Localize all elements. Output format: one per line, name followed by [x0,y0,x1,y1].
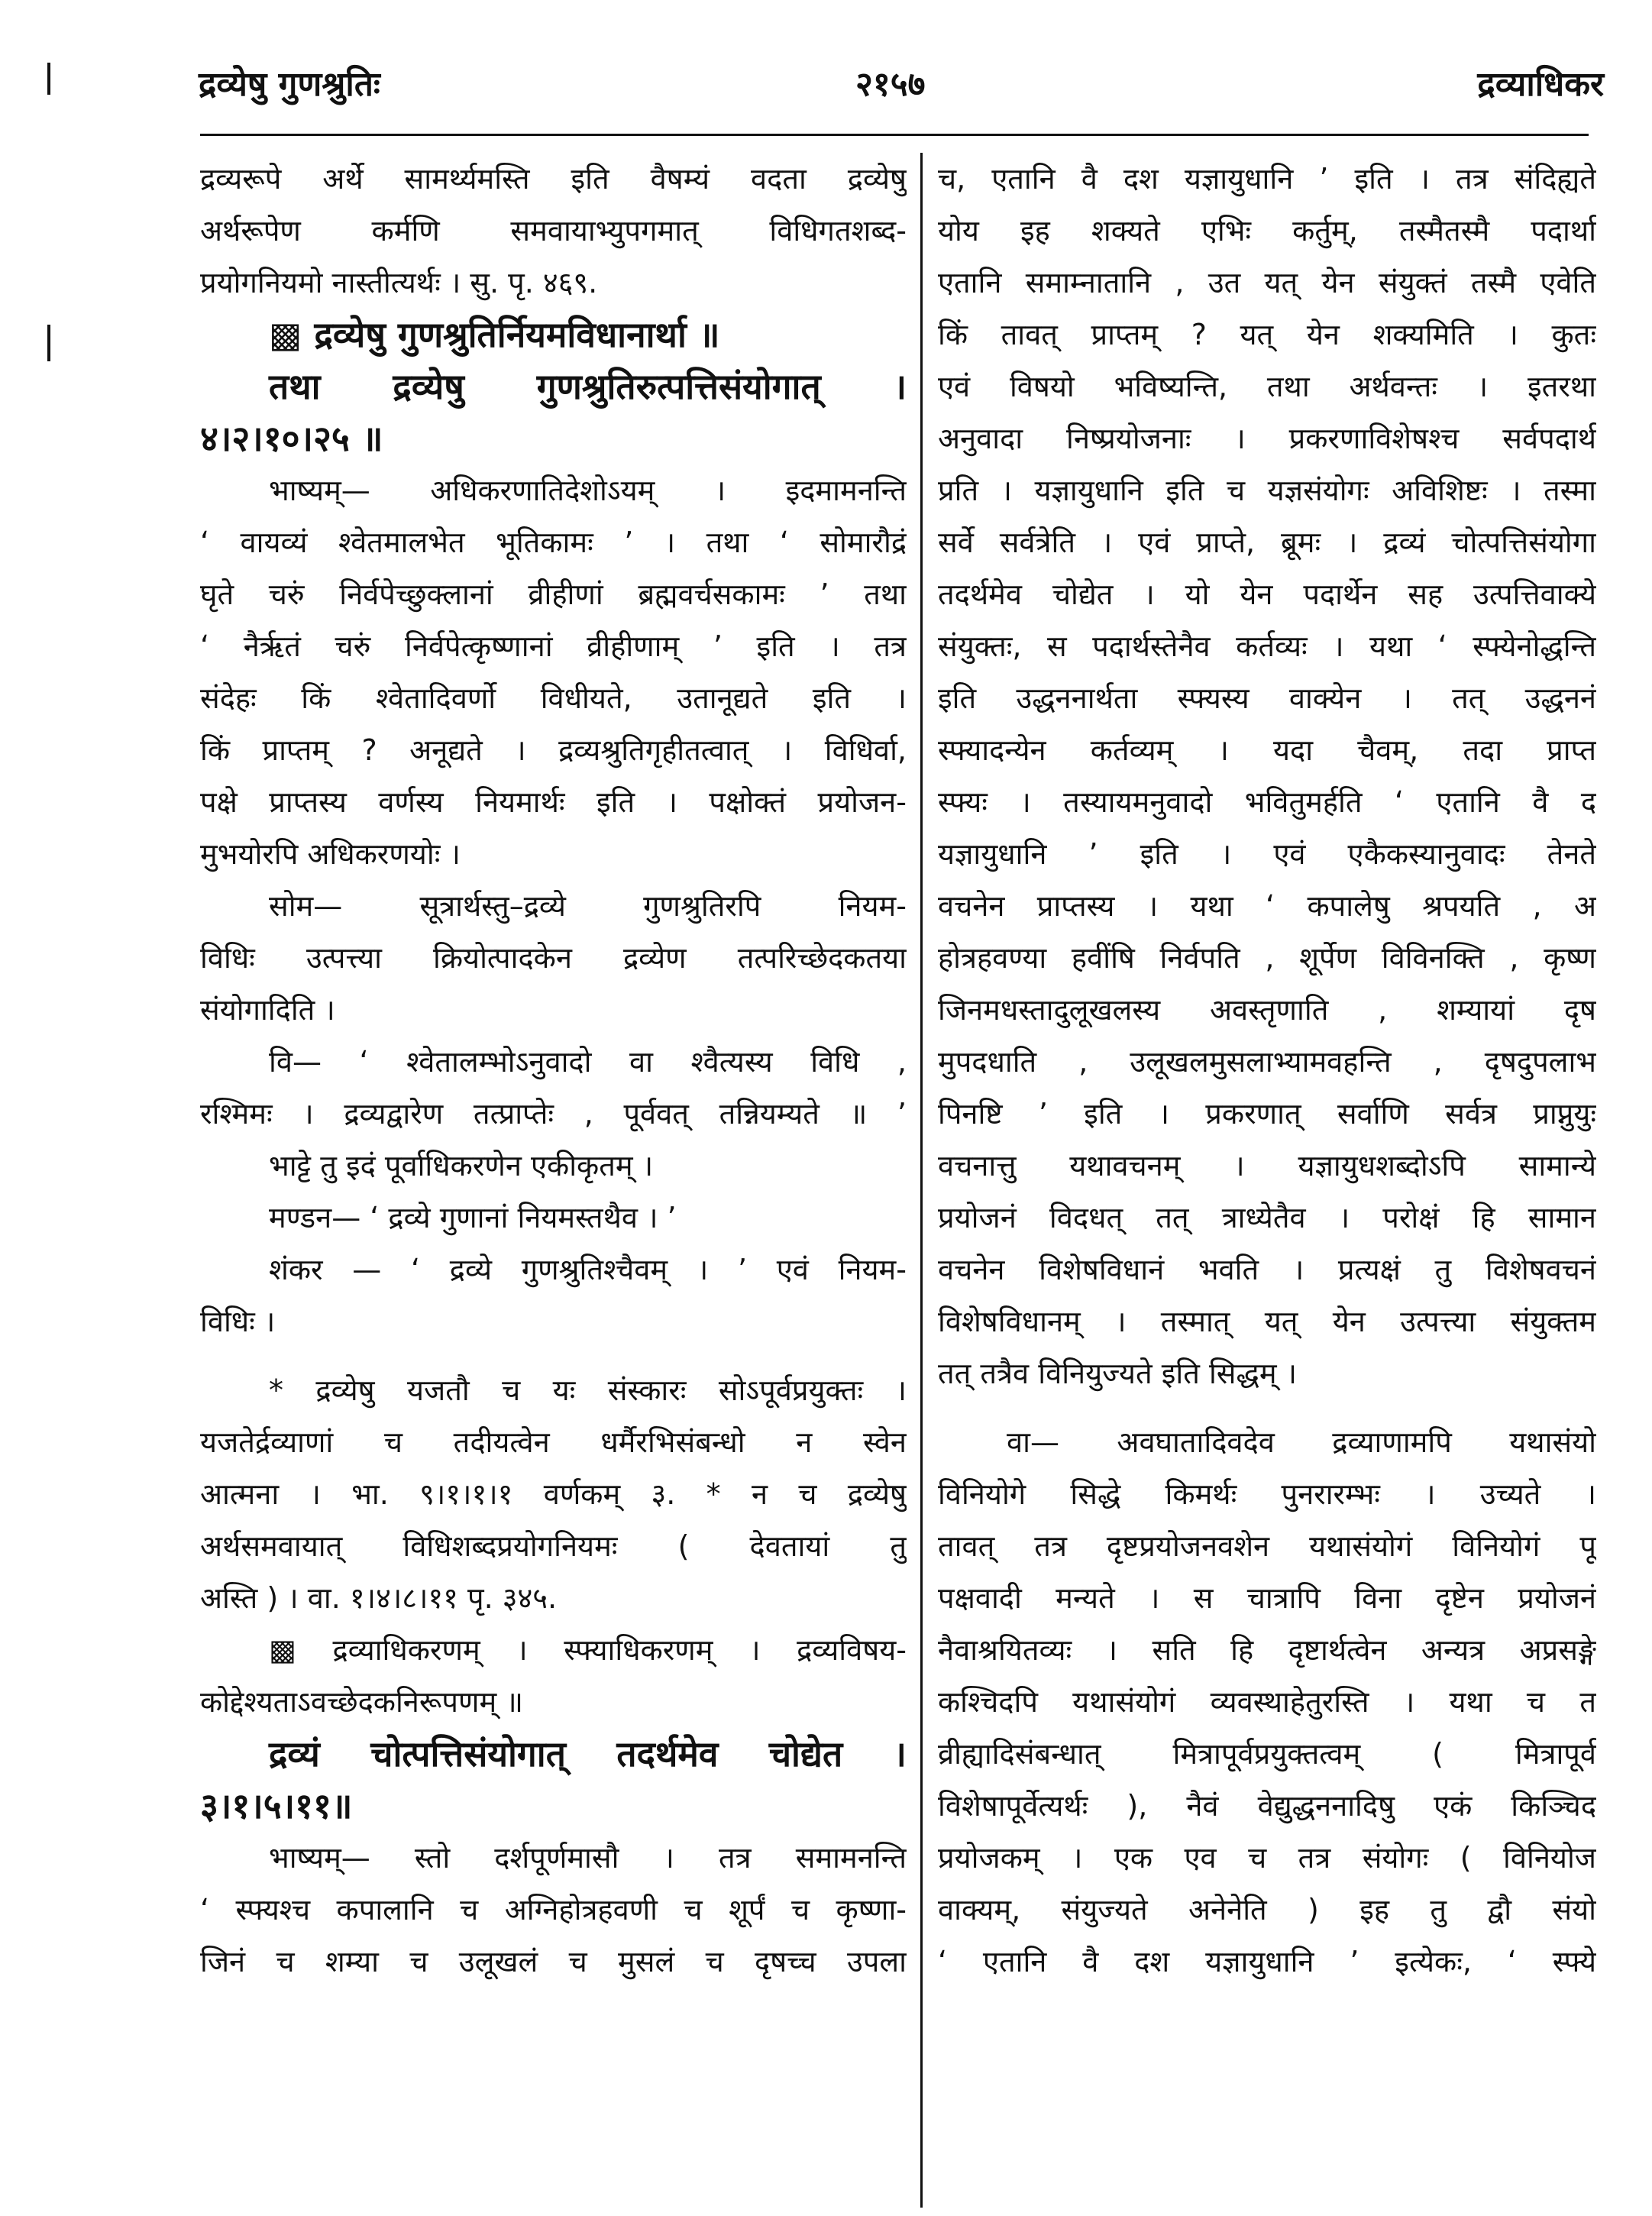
right-column-line: स्फ्यः । तस्यायमनुवादो भवितुमर्हति ‘ एतानि वै द [938,785,1596,819]
left-column-line: ▩ द्रव्याधिकरणम् । स्फ्याधिकरणम् । द्रव्यविषय- [269,1633,907,1667]
right-column-line: वा— अवघातादिवदेव द्रव्याणामपि यथासंयो [1007,1425,1596,1459]
page-header [199,60,1604,121]
left-column-line: प्रयोगनियमो नास्तीत्यर्थः । सु. पृ. ४६९. [200,266,598,299]
left-column-line: किं प्राप्तम् ? अनूद्यते । द्रव्यश्रुतिगृहीतत्वात् । विधिर्वा, [200,733,907,767]
margin-mark-top [47,63,50,95]
left-column-line: संदेहः किं श्वेतादिवर्णो विधीयते, उतानूद्यते इति । [200,681,907,715]
right-column-line: वचनात्तु यथावचनम् । यज्ञायुधशब्दोऽपि सामान्ये [938,1149,1596,1182]
right-column-line: सर्वे सर्वत्रेति । एवं प्राप्ते, ब्रूमः । द्रव्यं चोत्पत्तिसंयोगा [938,526,1596,559]
left-column-line: शंकर — ‘ द्रव्ये गुणश्रुतिश्चैवम् । ’ एवं नियम- [269,1253,907,1286]
left-column-line: आत्मना । भा. ९।१।१।१ वर्णकम् ३. * न च द्रव्येषु [200,1477,907,1511]
left-column-line: संयोगादिति । [200,993,335,1027]
right-column-line: ‘ एतानि वै दश यज्ञायुधानि ’ इत्येकः, ‘ स्फ्ये [938,1945,1596,1978]
right-column-line: यज्ञायुधानि ’ इति । एवं एकैकस्यानुवादः तेनते [938,837,1596,871]
right-column-line: तत् तत्रैव विनियुज्यते इति सिद्धम् । [938,1357,1298,1390]
left-column-line: यजतेर्द्रव्याणां च तदीयत्वेन धर्मैरभिसंबन्धो न स्वेन [200,1425,907,1459]
running-head-left: द्रव्येषु गुणश्रुतिः [199,65,380,104]
left-column-line: मण्डन— ‘ द्रव्ये गुणानां नियमस्तथैव । ’ [269,1201,677,1234]
right-column-line: तावत् तत्र दृष्टप्रयोजनवशेन यथासंयोगं विनियोगं पू [938,1529,1596,1563]
right-column-line: पिनष्टि ’ इति । प्रकरणात् सर्वाणि सर्वत्र प्राप्नुयुः [938,1097,1596,1131]
left-column-line: अर्थरूपेण कर्मणि समवायाभ्युपगमात् विधिगतशब्द- [200,214,907,247]
left-column-line: सोम— सूत्रार्थस्तु–द्रव्ये गुणश्रुतिरपि नियम- [269,889,907,923]
right-column-line: एतानि समाम्नातानि , उत यत् येन संयुक्तं तस्मै एवेति [938,266,1596,299]
margin-mark-middle [47,325,50,361]
right-column-line: इति उद्धननार्थता स्फ्यस्य वाक्येन । तत् उद्धननं [938,681,1596,715]
left-column-line: भाष्यम्— अधिकरणातिदेशोऽयम् । इदमामनन्ति [269,474,907,507]
left-column-line: अर्थसमवायात् विधिशब्दप्रयोगनियमः ( देवतायां तु [200,1529,907,1563]
left-column-line: भाट्टे तु इदं पूर्वाधिकरणेन एकीकृतम् । [269,1149,654,1182]
left-column-line: ४।२।१०।२५ ॥ [200,418,383,459]
right-column-line: होत्रहवण्या हवींषि निर्वपति , शूर्पेण विविनक्ति , कृष्ण [938,941,1596,975]
left-column-line: ३।१।५।११॥ [200,1785,353,1826]
right-column-line: वचनेन प्राप्तस्य । यथा ‘ कपालेषु श्रपयति , अ [938,889,1596,923]
left-column-line: द्रव्यरूपे अर्थे सामर्थ्यमस्ति इति वैषम्यं वदता द्रव्येषु [200,162,907,196]
left-column [200,153,907,1988]
running-head-right: द्रव्याधिकर [1477,65,1604,104]
left-column-line: द्रव्यं चोत्पत्तिसंयोगात् तदर्थमेव चोद्येत । [269,1733,907,1774]
right-column-line: अनुवादा निष्प्रयोजनाः । प्रकरणाविशेषश्च सर्वपदार्थ [938,422,1596,455]
right-column-line: विनियोगे सिद्धे किमर्थः पुनरारम्भः । उच्यते । [938,1477,1596,1511]
right-column-line: विशेषापूर्वेत्यर्थः ), नैवं वेद्युद्धननादिषु एकं किञ्चिद [938,1789,1596,1823]
left-column-line: ‘ वायव्यं श्वेतमालभेत भूतिकामः ’ । तथा ‘ सोमारौद्रं [200,526,907,559]
right-column-line: जिनमधस्तादुलूखलस्य अवस्तृणाति , शम्यायां दृष [938,993,1596,1027]
right-column [938,153,1596,1988]
right-column-line: वाक्यम्, संयुज्यते अनेनेति ) इह तु द्वौ संयो [938,1893,1596,1926]
right-column-line: संयुक्तः, स पदार्थस्तेनैव कर्तव्यः । यथा ‘ स्फ्येनोद्धन्ति [938,629,1596,663]
right-column-line: वचनेन विशेषविधानं भवति । प्रत्यक्षं तु विशेषवचनं [938,1253,1596,1286]
right-column-line: व्रीह्यादिसंबन्धात् मित्रापूर्वप्रयुक्तत्वम् ( मित्रापूर्व [938,1737,1596,1771]
right-column-line: नैवाश्रयितव्यः । सति हि दृष्टार्थत्वेन अन्यत्र अप्रसङ्गे [938,1633,1596,1667]
right-column-line: तदर्थमेव चोद्येत । यो येन पदार्थेन सह उत्पत्तिवाक्ये [938,577,1596,611]
left-column-line: कोद्देश्यताऽवच्छेदकनिरूपणम् ॥ [200,1685,524,1719]
right-column-line: एवं विषयो भविष्यन्ति, तथा अर्थवन्तः । इतरथा [938,370,1596,403]
right-column-line: विशेषविधानम् । तस्मात् यत् येन उत्पत्त्या संयुक्तम [938,1305,1596,1338]
right-column-line: प्रयोजकम् । एक एव च तत्र संयोगः ( विनियोज [938,1841,1596,1875]
right-column-line: योय इह शक्यते एभिः कर्तुम्, तस्मैतस्मै पदार्था [938,214,1596,247]
page-number: २१५७ [855,65,926,104]
left-column-line: रश्मिमः । द्रव्यद्वारेण तत्प्राप्तेः , पूर्ववत् तन्नियम्यते ॥ ’ [200,1097,907,1131]
right-column-line: स्फ्यादन्येन कर्तव्यम् । यदा चैवम्, तदा प्राप्त [938,733,1596,767]
column-divider [920,153,923,2208]
left-column-line: पक्षे प्राप्तस्य वर्णस्य नियमार्थः इति । पक्षोक्तं प्रयोजन- [200,785,907,819]
left-column-line: ▩ द्रव्येषु गुणश्रुतिर्नियमविधानार्था ॥ [269,314,720,355]
left-column-line: भाष्यम्— स्तो दर्शपूर्णमासौ । तत्र समामनन्ति [269,1841,907,1875]
right-column-line: प्रयोजनं विदधत् तत् त्राध्येतैव । परोक्षं हि सामान [938,1201,1596,1234]
left-column-line: वि— ‘ श्वेतालम्भोऽनुवादो वा श्वैत्यस्य विधि , [269,1045,907,1079]
right-column-line: च, एतानि वै दश यज्ञायुधानि ’ इति । तत्र संदिह्यते [938,162,1596,196]
left-column-line: ‘ नैर्ऋतं चरुं निर्वपेत्कृष्णानां व्रीहीणाम् ’ इति । तत्र [200,629,907,663]
right-column-line: प्रति । यज्ञायुधानि इति च यज्ञसंयोगः अविशिष्टः । तस्मा [938,474,1596,507]
right-column-line: पक्षवादी मन्यते । स चात्रापि विना दृष्टेन प्रयोजनं [938,1581,1596,1615]
left-column-line: अस्ति ) । वा. १।४।८।११ पृ. ३४५. [200,1581,558,1615]
left-column-line: जिनं च शम्या च उलूखलं च मुसलं च दृषच्च उपला [200,1945,907,1978]
left-column-line: मुभयोरपि अधिकरणयोः । [200,837,461,871]
right-column-line: किं तावत् प्राप्तम् ? यत् येन शक्यमिति । कुतः [938,318,1596,351]
header-rule [200,134,1589,136]
right-column-line: मुपदधाति , उलूखलमुसलाभ्यामवहन्ति , दृषदुपलाभ [938,1045,1596,1079]
left-column-line: * द्रव्येषु यजतौ च यः संस्कारः सोऽपूर्वप्रयुक्तः । [269,1373,907,1407]
left-column-line: तथा द्रव्येषु गुणश्रुतिरुत्पत्तिसंयोगात् । [269,366,907,407]
left-column-line: विधिः । [200,1305,276,1338]
left-column-line: विधिः उत्पत्त्या क्रियोत्पादकेन द्रव्येण तत्परिच्छेदकतया [200,941,907,975]
left-column-line: घृते चरुं निर्वपेच्छुक्लानां व्रीहीणां ब्रह्मवर्चसकामः ’ तथा [200,577,907,611]
right-column-line: कश्चिदपि यथासंयोगं व्यवस्थाहेतुरस्ति । यथा च त [938,1685,1596,1719]
left-column-line: ‘ स्फ्यश्च कपालानि च अग्निहोत्रहवणी च शूर्पं च कृष्णा- [200,1893,907,1926]
